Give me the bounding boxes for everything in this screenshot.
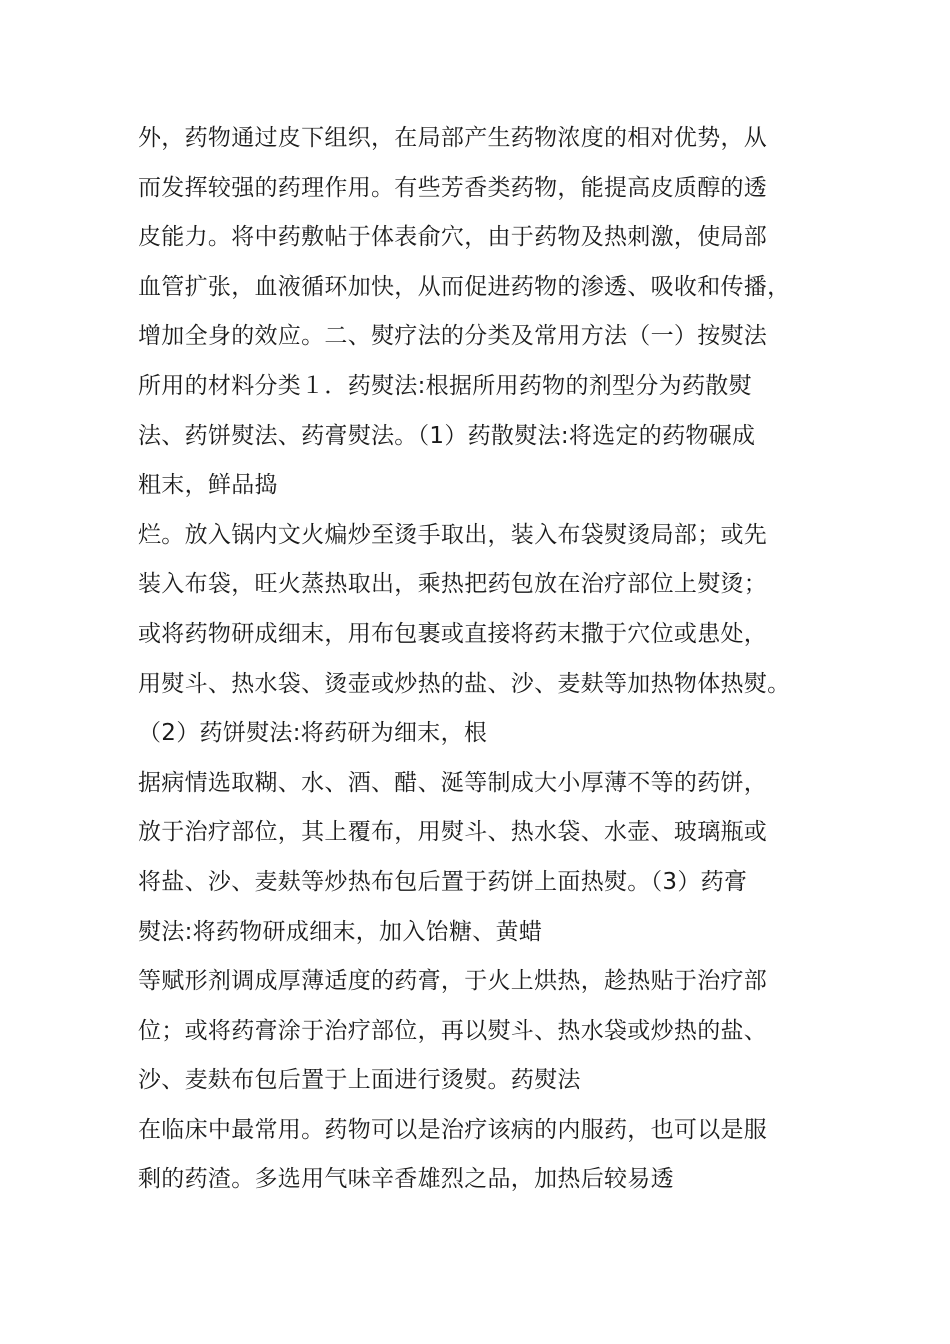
- text-line: 放于治疗部位，其上覆布，用熨斗、热水袋、水壶、玻璃瓶或: [138, 819, 768, 846]
- text-line: 外，药物通过皮下组织，在局部产生药物浓度的相对优势，从: [138, 125, 768, 151]
- text-line: 用熨斗、热水袋、烫壶或炒热的盐、沙、麦麸等加热物体热熨。: [138, 670, 791, 697]
- text-line: 据病情选取糊、水、酒、醋、涎等制成大小厚薄不等的药饼，: [138, 769, 768, 796]
- text-line: 等赋形剂调成厚薄适度的药膏，于火上烘热，趁热贴于治疗部: [138, 968, 768, 995]
- text-line: 所用的材料分类１．药熨法:根据所用药物的剂型分为药散熨: [138, 372, 752, 399]
- text-line: 沙、麦麸布包后置于上面进行烫熨。药熨法: [138, 1067, 581, 1094]
- text-line: 熨法:将药物研成细末，加入饴糖、黄蜡: [138, 918, 543, 945]
- text-line: 血管扩张，血液循环加快，从而促进药物的渗透、吸收和传播，: [138, 273, 791, 300]
- text-line: （2）药饼熨法:将药研为细末，根: [138, 720, 488, 747]
- text-line: 或将药物研成细末，用布包裹或直接将药末撒于穴位或患处，: [138, 620, 768, 647]
- body-text: [138, 114, 828, 1205]
- text-line: 粗末，鲜品捣: [138, 472, 278, 499]
- text-line: 增加全身的效应。二、熨疗法的分类及常用方法（一）按熨法: [138, 323, 768, 350]
- text-line: 在临床中最常用。药物可以是治疗该病的内服药，也可以是服: [138, 1116, 768, 1143]
- text-line: 剩的药渣。多选用气味辛香雄烈之品，加热后较易透: [138, 1166, 674, 1193]
- text-line: 位；或将药膏涂于治疗部位，再以熨斗、热水袋或炒热的盐、: [138, 1017, 768, 1044]
- text-line: 烂。放入锅内文火煸炒至烫手取出，装入布袋熨烫局部；或先: [138, 521, 768, 548]
- text-line: 法、药饼熨法、药膏熨法。（1）药散熨法:将选定的药物碾成: [138, 422, 756, 449]
- text-line: 皮能力。将中药敷帖于体表俞穴，由于药物及热刺激，使局部: [138, 224, 768, 251]
- text-line: 将盐、沙、麦麸等炒热布包后置于药饼上面热熨。（3）药膏: [138, 868, 748, 895]
- text-line: 而发挥较强的药理作用。有些芳香类药物，能提高皮质醇的透: [138, 174, 768, 201]
- text-line: 装入布袋，旺火蒸热取出，乘热把药包放在治疗部位上熨烫；: [138, 571, 768, 598]
